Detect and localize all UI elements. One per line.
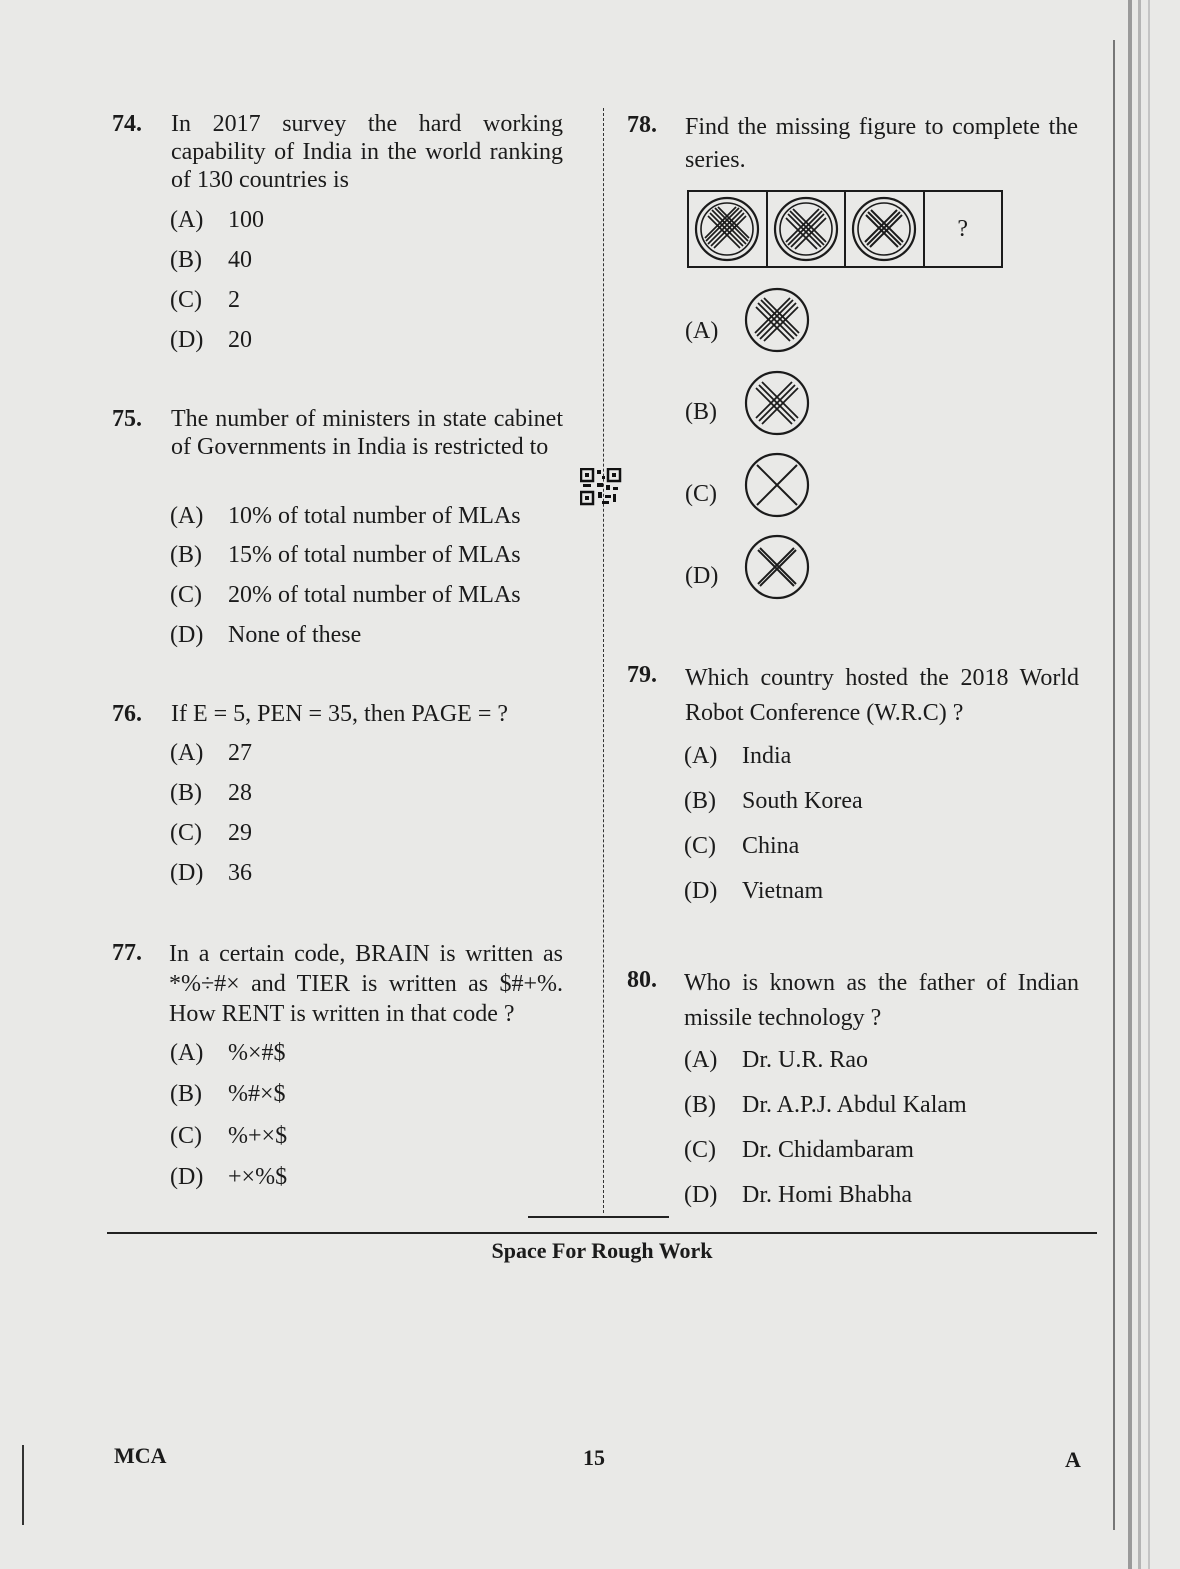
option-letter: (B) [170,542,202,568]
option-a [170,502,521,530]
option-letter: (A) [170,1040,204,1066]
option-c [170,819,252,847]
option-letter: (B) [170,247,202,273]
option-c-figure-icon [744,452,810,518]
circle-cross-figure [693,195,761,263]
margin-mark [22,1445,24,1525]
option-letter: (B) [684,1092,716,1118]
option-letter: (D) [684,1182,718,1208]
option-letter: (C) [170,1123,202,1149]
option-letter: (C) [170,582,202,608]
option-c: (C) [685,481,717,507]
page-edge-line [1113,40,1115,1530]
option-text: Vietnam [742,878,824,904]
option-a: (A) [685,318,719,344]
option-c [170,286,240,314]
option-b [170,541,521,569]
question-text: Which country hosted the 2018 World Robot Conference (W.R.C) ? [685,665,1079,726]
series-figure-3 [846,192,925,266]
option-a [684,1046,868,1074]
question-text: If E = 5, PEN = 35, then PAGE = ? [171,701,509,727]
option-text: Dr. A.P.J. Abdul Kalam [742,1092,967,1118]
option-letter: (D) [170,622,204,648]
option-letter: (D) [170,860,204,886]
question-number: 74. [112,111,142,137]
option-d [170,621,361,649]
option-a [170,206,264,234]
option-text: +×%$ [228,1164,288,1190]
option-d [170,859,252,887]
option-c [684,1136,914,1164]
question-text: Who is known as the father of Indian missile technology ? [684,970,1079,1031]
question-number: 75. [112,406,142,432]
option-a-figure-icon [744,287,810,353]
option-letter: (B) [170,780,202,806]
page-edge-line [1148,0,1150,1569]
question-text: The number of ministers in state cabinet of Governments in India is restricted to [171,406,563,460]
option-letter: (D) [170,327,204,353]
option-b [684,1091,967,1119]
option-b [170,779,252,807]
option-text: 29 [228,820,252,846]
option-d [170,326,252,354]
option-text: 10% of total number of MLAs [228,503,521,529]
option-letter: (B) [684,788,716,814]
option-a [170,1039,286,1067]
question-text: In a certain code, BRAIN is written as *%÷#× and TIER is written as $#+%. How RENT is written in that code ? [169,941,563,1027]
option-letter: (A) [684,1047,718,1073]
option-d-figure-icon [744,534,810,600]
series-figure-1 [689,192,768,266]
question-number: 76. [112,701,142,727]
option-d [170,1163,287,1191]
option-text: 2 [228,287,240,313]
option-text: %+×$ [228,1123,288,1149]
option-letter: (D) [170,1164,204,1190]
question-number: 77. [112,940,142,966]
option-text: 15% of total number of MLAs [228,542,521,568]
option-letter: (C) [684,833,716,859]
divider [107,1232,1097,1234]
circle-cross-figure [850,195,918,263]
option-letter: (C) [170,287,202,313]
qr-code-icon [580,468,622,506]
option-b: (B) [685,399,717,425]
question-text: In 2017 survey the hard working capability of India in the world ranking of 130 countries is [171,111,563,193]
figure-series [687,190,1003,268]
question-number: 78. [627,112,657,138]
question-number: 79. [627,662,657,688]
option-letter: (A) [170,740,204,766]
option-b [684,787,863,815]
question-text: Find the missing figure to complete the series. [685,114,1078,173]
option-d [684,877,823,905]
column-divider [603,108,604,1213]
page-edge-line [1128,0,1132,1569]
option-text: South Korea [742,788,863,814]
option-d [684,1181,912,1209]
option-a [684,742,791,770]
option-text: China [742,833,800,859]
option-c [684,832,799,860]
option-text: India [742,743,792,769]
option-text: Dr. U.R. Rao [742,1047,868,1073]
option-b-figure-icon [744,370,810,436]
footer-set: A [1065,1447,1081,1472]
option-letter: (C) [170,820,202,846]
option-text: 27 [228,740,252,766]
option-b [170,246,252,274]
option-text: 20 [228,327,252,353]
option-letter: (D) [684,878,718,904]
option-text: Dr. Homi Bhabha [742,1182,912,1208]
option-a [170,739,252,767]
option-letter: (A) [684,743,718,769]
option-c [170,1122,287,1150]
footer-course: MCA [114,1443,167,1468]
series-missing-figure: ? [957,215,969,242]
option-text: %×#$ [228,1040,286,1066]
option-text: 100 [228,207,264,233]
option-text: None of these [228,622,362,648]
question-number: 80. [627,967,657,993]
option-text: Dr. Chidambaram [742,1137,914,1163]
page-number: 15 [583,1445,605,1470]
circle-cross-figure [772,195,840,263]
option-d: (D) [685,563,719,589]
option-letter: (A) [170,207,204,233]
option-c [170,581,521,609]
option-text: 28 [228,780,252,806]
option-b [170,1080,286,1108]
option-letter: (B) [170,1081,202,1107]
option-text: %#×$ [228,1081,286,1107]
divider-short [528,1216,669,1218]
option-text: 36 [228,860,252,886]
page-edge-line [1138,0,1141,1569]
option-letter: (A) [170,503,204,529]
option-text: 20% of total number of MLAs [228,582,521,608]
option-text: 40 [228,247,252,273]
series-figure-2 [768,192,847,266]
rough-work-heading: Space For Rough Work [491,1238,713,1263]
option-letter: (C) [684,1137,716,1163]
